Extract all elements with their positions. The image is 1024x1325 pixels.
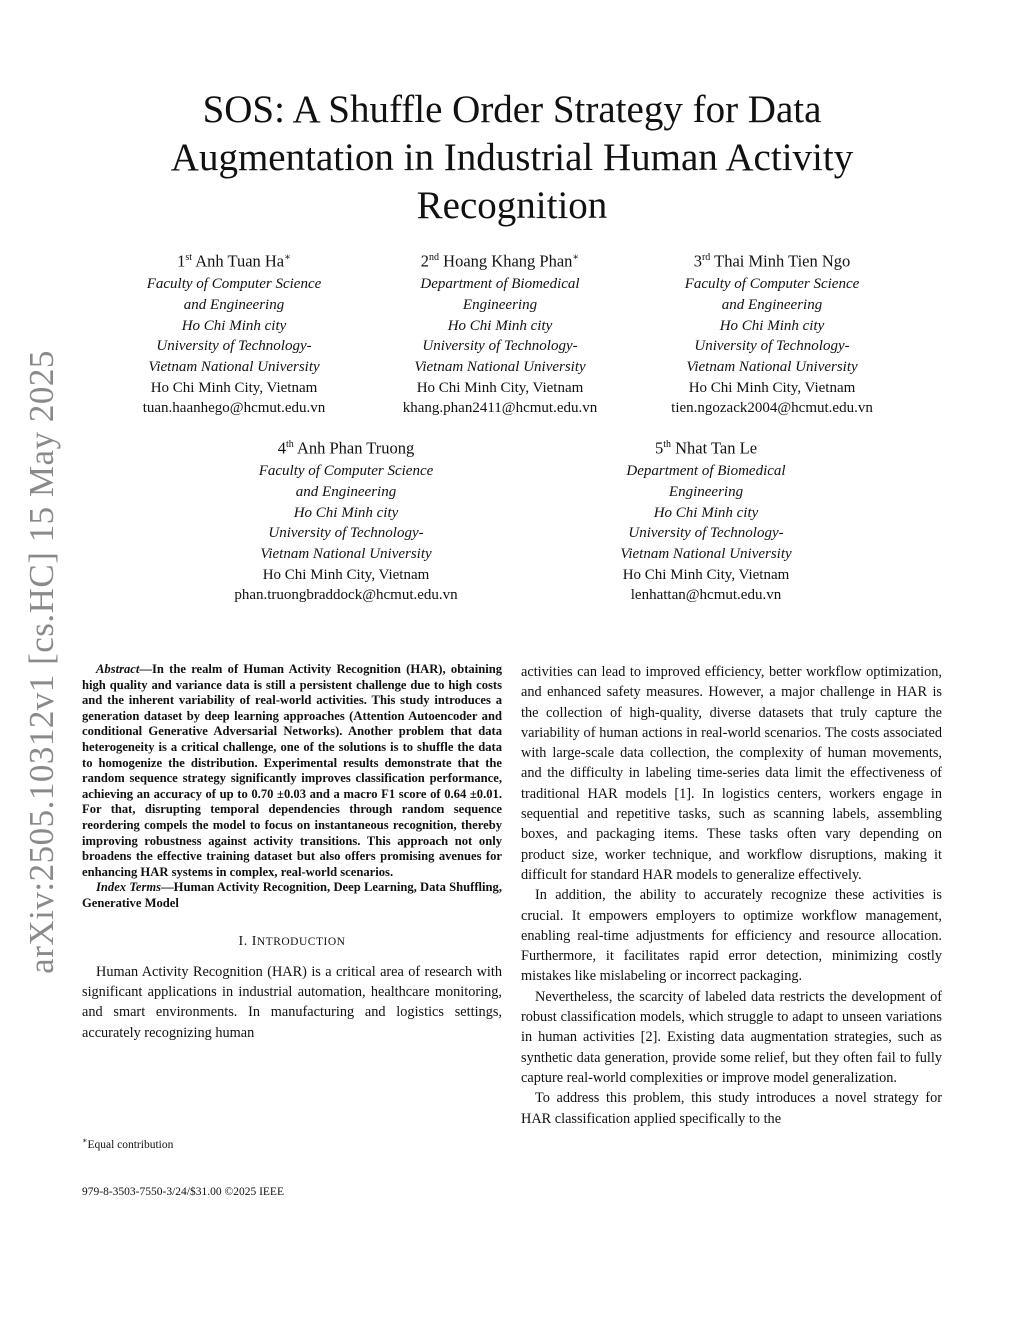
author-name: 5th Nhat Tan Le bbox=[654, 438, 758, 458]
author-university: University of Technology- bbox=[628, 525, 784, 542]
author-dept-line: Faculty of Computer Science bbox=[258, 463, 434, 480]
left-column bbox=[82, 662, 502, 1043]
author-name: 1st Anh Tuan Ha∗ bbox=[177, 251, 291, 271]
arxiv-sidebar bbox=[18, 0, 66, 1325]
paper-title: SOS: A Shuffle Order Strategy for Data Augmentation in Industrial Human Activity Recognition bbox=[170, 88, 854, 227]
author-name: 2nd Hoang Khang Phan∗ bbox=[420, 251, 580, 271]
author-email[interactable]: tuan.haanhego@hcmut.edu.vn bbox=[142, 400, 326, 417]
author-city: Ho Chi Minh city bbox=[719, 317, 825, 334]
author-block-1 bbox=[112, 248, 356, 419]
author-university: Vietnam National University bbox=[620, 546, 792, 563]
author-email[interactable]: khang.phan2411@hcmut.edu.vn bbox=[402, 400, 598, 417]
author-university: Vietnam National University bbox=[686, 359, 858, 376]
author-dept-line: Department of Biomedical bbox=[626, 463, 786, 480]
author-university: University of Technology- bbox=[694, 338, 850, 355]
author-city: Ho Chi Minh city bbox=[181, 317, 287, 334]
index-terms bbox=[82, 880, 502, 911]
author-university: Vietnam National University bbox=[148, 359, 320, 376]
author-city: Ho Chi Minh city bbox=[447, 317, 553, 334]
body-paragraph: In addition, the ability to accurately recognize these activities is crucial. It empowers employers to optimize workflow management, enabling real-time adjustments for efficiency and resource allocation. Furthermore, it facilitates rapid error detection, minimizing costly mistakes like mislabeling or incorrect packaging. bbox=[521, 887, 942, 985]
author-email[interactable]: lenhattan@hcmut.edu.vn bbox=[630, 587, 782, 604]
author-block-3 bbox=[650, 248, 894, 419]
arxiv-identifier: arXiv:2505.10312v1 [cs.HC] 15 May 2025 bbox=[22, 350, 61, 974]
author-city: Ho Chi Minh city bbox=[293, 504, 399, 521]
index-terms-text: —Human Activity Recognition, Deep Learning, Data Shuffling, Generative Model bbox=[82, 880, 502, 910]
section-heading-introduction: I. INTRODUCTION bbox=[238, 933, 346, 949]
author-dept-line: Faculty of Computer Science bbox=[146, 276, 322, 293]
author-block-5 bbox=[584, 435, 828, 606]
footnote: ∗Equal contribution bbox=[82, 1136, 174, 1151]
author-university: Vietnam National University bbox=[260, 546, 432, 563]
author-university: Vietnam National University bbox=[414, 359, 586, 376]
author-university: University of Technology- bbox=[268, 525, 424, 542]
author-dept-line: Faculty of Computer Science bbox=[684, 276, 860, 293]
author-block-4 bbox=[222, 435, 470, 606]
author-dept-line: Department of Biomedical bbox=[420, 276, 580, 293]
author-name: 3rd Thai Minh Tien Ngo bbox=[693, 251, 851, 271]
index-terms-label: Index Terms bbox=[96, 880, 162, 895]
author-location: Ho Chi Minh City, Vietnam bbox=[622, 566, 790, 583]
author-block-2 bbox=[378, 248, 622, 419]
author-university: University of Technology- bbox=[156, 338, 312, 355]
right-column bbox=[521, 662, 942, 1129]
body-paragraph: Nevertheless, the scarcity of labeled data restricts the development of robust classification models, which struggle to adapt to unseen variations in human activities [2]. Existing data augmentation strategies, such as synthetic data generation, provide some relief, but they often fail to fully capture real-world complexities or improve model generalization. bbox=[521, 988, 942, 1086]
author-email[interactable]: tien.ngozack2004@hcmut.edu.vn bbox=[671, 400, 873, 417]
body-paragraph: To address this problem, this study introduces a novel strategy for HAR classification applied specifically to the bbox=[521, 1090, 942, 1127]
author-name: 4th Anh Phan Truong bbox=[277, 438, 415, 458]
author-location: Ho Chi Minh City, Vietnam bbox=[688, 379, 856, 396]
author-email[interactable]: phan.truongbraddock@hcmut.edu.vn bbox=[234, 587, 458, 604]
author-university: University of Technology- bbox=[422, 338, 578, 355]
intro-paragraph: Human Activity Recognition (HAR) is a critical area of research with significant applications in industrial automation, healthcare monitoring, and smart environments. In manufacturing and logistics settings, accurately recognizing human bbox=[82, 963, 502, 1041]
abstract bbox=[82, 662, 502, 880]
body-paragraph: activities can lead to improved efficiency, better workflow optimization, and enhanced safety measures. However, a major challenge in HAR is the collection of high-quality, diverse datasets that truly capture the variability of human actions in real-world scenarios. The costs associated with large-scale data collection, the complexity of human movements, and the difficulty in labeling time-series data limit the effectiveness of traditional HAR models [1]. In logistics centers, workers engage in sequential and repetitive tasks, such as scanning labels, assembling boxes, and packaging items. These tasks often vary depending on product size, worker technique, and workflow disruptions, making it difficult for standard HAR models to generalize effectively. bbox=[521, 664, 942, 883]
author-location: Ho Chi Minh City, Vietnam bbox=[150, 379, 318, 396]
author-dept-line: and Engineering bbox=[721, 296, 823, 313]
author-location: Ho Chi Minh City, Vietnam bbox=[416, 379, 584, 396]
copyright-line: 979-8-3503-7550-3/24/$31.00 ©2025 IEEE bbox=[82, 1186, 284, 1198]
author-dept-line: and Engineering bbox=[183, 296, 285, 313]
author-location: Ho Chi Minh City, Vietnam bbox=[262, 566, 430, 583]
author-city: Ho Chi Minh city bbox=[653, 504, 759, 521]
abstract-label: Abstract bbox=[96, 662, 140, 676]
author-dept-line: Engineering bbox=[462, 296, 538, 313]
author-dept-line: and Engineering bbox=[295, 483, 397, 500]
abstract-text: —In the realm of Human Activity Recognition (HAR), obtaining high quality and variance data is still a persistent challenge due to high costs and the inherent variability of real-world activities. This study introduces a generation dataset by deep learning approaches (Attention Autoencoder and conditional Generative Adversarial Networks). Another problem that data heterogeneity is a critical challenge, one of the solutions is to shuffle the data to homogenize the distribution. Experimental results demonstrate that the random sequence strategy significantly improves classification performance, achieving an accuracy of up to 0.70 ±0.03 and a macro F1 score of 0.64 ±0.01. For that, disrupting temporal dependencies through random sequence reordering compels the model to focus on instantaneous recognition, thereby improving robustness against activity transitions. This approach not only broadens the effective training dataset but also offers promising avenues for enhancing HAR systems in complex, real-world scenarios. bbox=[82, 662, 502, 879]
author-dept-line: Engineering bbox=[668, 483, 744, 500]
